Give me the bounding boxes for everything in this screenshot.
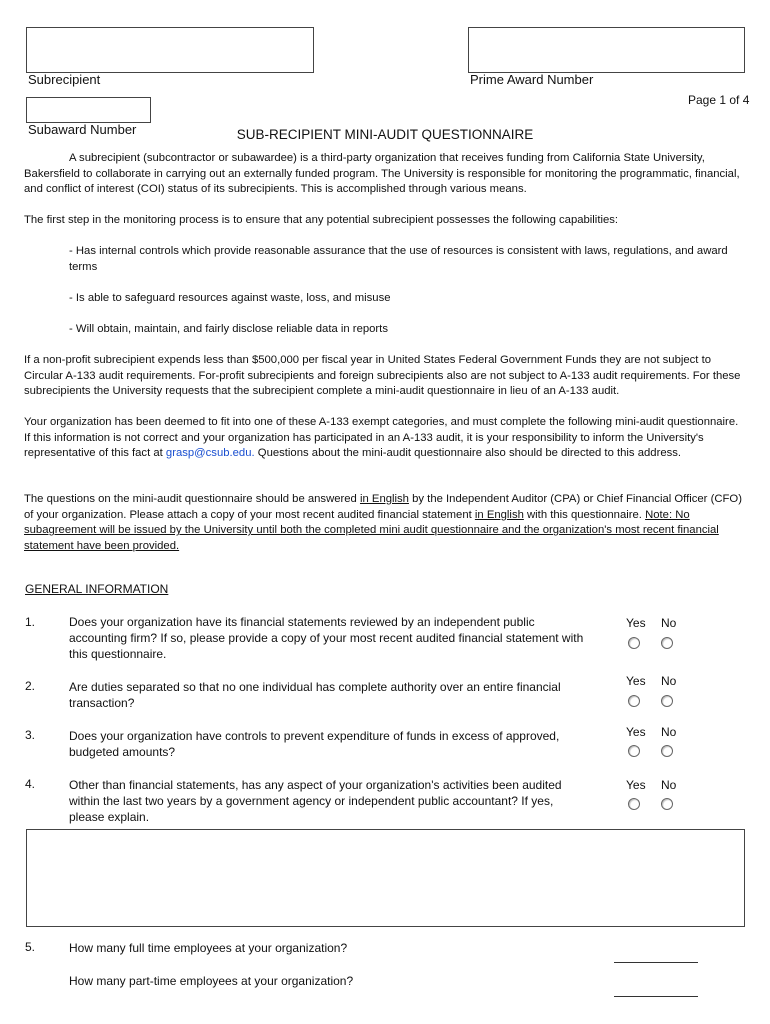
capability-bullet-2: - Is able to safeguard resources against waste, loss, and misuse bbox=[69, 292, 391, 304]
question-4-explanation-field[interactable] bbox=[26, 829, 745, 927]
question-4-number: 4. bbox=[25, 777, 36, 791]
question-4-no-radio[interactable] bbox=[661, 798, 673, 810]
question-3-no-radio[interactable] bbox=[661, 745, 673, 757]
p5-part-c: by the Independent Auditor (CPA) or Chief Financial Officer (CFO) of your organization. Please attach a copy of your most recent audited financial statement bbox=[24, 493, 742, 521]
p5-in-english-2: in English bbox=[474, 508, 524, 521]
intro-paragraph-2: The first step in the monitoring process is to ensure that any potential subrecipient possesses the following capabilities: bbox=[24, 214, 619, 226]
capability-bullet-3: - Will obtain, maintain, and fairly disclose reliable data in reports bbox=[69, 323, 388, 335]
capability-bullet-1: - Has internal controls which provide reasonable assurance that the use of resources is consistent with laws, regulations, and award terms bbox=[69, 245, 728, 273]
subaward-number-label: Subaward Number bbox=[28, 122, 137, 137]
question-3-yes-radio[interactable] bbox=[628, 745, 640, 757]
question-1-no-radio[interactable] bbox=[661, 637, 673, 649]
subaward-number-field[interactable] bbox=[26, 97, 151, 123]
p5-part-a: The questions on the mini-audit questionnaire should be answered bbox=[24, 493, 360, 505]
question-4-yes-radio[interactable] bbox=[628, 798, 640, 810]
prime-award-number-label: Prime Award Number bbox=[470, 72, 594, 87]
question-2-text: Are duties separated so that no one individual has complete authority over an entire financial transaction? bbox=[69, 680, 561, 711]
fulltime-employees-input-line[interactable] bbox=[614, 962, 698, 963]
question-1-yes-radio[interactable] bbox=[628, 637, 640, 649]
subrecipient-field[interactable] bbox=[26, 27, 314, 73]
intro-paragraph-4 bbox=[24, 415, 744, 462]
intro-paragraph-4-text: Your organization has been deemed to fit into one of these A-133 exempt categories, and must complete the following mini-audit questionnaire. If this information is not correct and your organization has participated in an A-133 audit, it is your responsibility to inform the University's representative of this fact at bbox=[24, 416, 739, 460]
intro-paragraph-4-tail: Questions about the mini-audit questionnaire also should be directed to this address. bbox=[254, 447, 682, 460]
question-5-number: 5. bbox=[25, 940, 36, 954]
contact-email-link[interactable]: grasp@csub.edu. bbox=[165, 447, 255, 460]
subrecipient-label: Subrecipient bbox=[28, 72, 101, 87]
question-2-yes-label: Yes bbox=[626, 674, 646, 688]
intro-paragraph-1-text: A subrecipient (subcontractor or subawardee) is a third-party organization that receives funding from California State University, Bakersfield to collaborate in carrying out an externally funded program. The University is responsible for monitoring the programmatic, financial, and conflict of interest (COI) status of its subrecipients. This is accomplished through various means. bbox=[24, 152, 740, 196]
p5-part-e: with this questionnaire. bbox=[523, 508, 646, 521]
intro-paragraph-1 bbox=[24, 151, 744, 198]
question-3-yes-label: Yes bbox=[626, 725, 646, 739]
question-2-no-radio[interactable] bbox=[661, 695, 673, 707]
question-1-yes-label: Yes bbox=[626, 616, 646, 630]
page-title: SUB-RECIPIENT MINI-AUDIT QUESTIONNAIRE bbox=[236, 127, 534, 142]
section-heading-general-information: GENERAL INFORMATION bbox=[25, 582, 169, 596]
intro-paragraph-3: If a non-profit subrecipient expends less than $500,000 per fiscal year in United States Federal Government Funds they are not subject to Circular A-133 audit requirements. For-profit subrecipients and foreign subrecipients also are not subject to A-133 audit requirements. For these subrecipients the University requests that the subrecipient complete a mini-audit questionnaire in lieu of an A-133 audit. bbox=[24, 354, 741, 398]
question-4-yes-label: Yes bbox=[626, 778, 646, 792]
question-5-parttime-text: How many part-time employees at your organization? bbox=[69, 974, 354, 988]
intro-paragraph-5 bbox=[24, 492, 744, 554]
question-2-number: 2. bbox=[25, 679, 36, 693]
question-1-text: Does your organization have its financial statements reviewed by an independent public accounting firm? If so, please provide a copy of your most recent audited financial statement with this questionnaire. bbox=[69, 615, 584, 662]
question-1-number: 1. bbox=[25, 615, 36, 629]
question-2-no-label: No bbox=[661, 674, 677, 688]
question-3-number: 3. bbox=[25, 728, 36, 742]
question-4-no-label: No bbox=[661, 778, 677, 792]
p5-in-english-1: in English bbox=[359, 493, 409, 505]
page-indicator: Page 1 of 4 bbox=[688, 93, 750, 107]
question-3-text: Does your organization have controls to prevent expenditure of funds in excess of approved, budgeted amounts? bbox=[69, 729, 560, 760]
question-2-yes-radio[interactable] bbox=[628, 695, 640, 707]
parttime-employees-input-line[interactable] bbox=[614, 996, 698, 997]
question-3-no-label: No bbox=[661, 725, 677, 739]
question-1-no-label: No bbox=[661, 616, 677, 630]
question-5-fulltime-text: How many full time employees at your organization? bbox=[69, 941, 348, 955]
p5-note: Note: No subagreement will be issued by the University until both the completed mini audit questionnaire and the organization's most recent financial statement have been provided. bbox=[24, 508, 719, 552]
prime-award-number-field[interactable] bbox=[468, 27, 745, 73]
question-4-text: Other than financial statements, has any aspect of your organization's activities been audited within the last two years by a government agency or independent public accountant? If yes, please explain. bbox=[69, 778, 562, 825]
